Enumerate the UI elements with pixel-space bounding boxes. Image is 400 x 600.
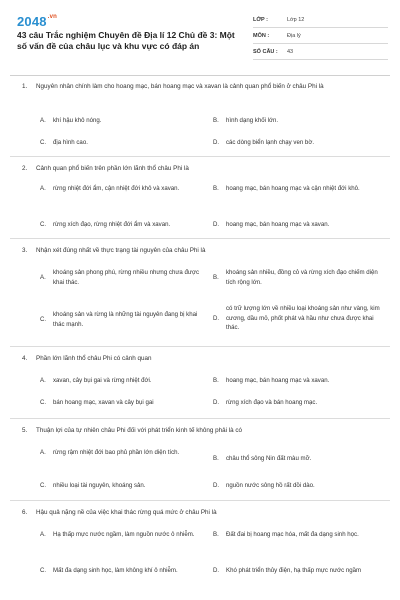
question-3 [0, 246, 400, 342]
option-label: B. [213, 455, 219, 462]
option-d[interactable] [213, 398, 378, 408]
option-d[interactable] [213, 566, 378, 576]
option-text: khoáng sản nhiều, đồng cỏ và rừng xích đạo chiếm diện tích rộng lớn. [226, 269, 378, 286]
option-c[interactable] [40, 566, 200, 576]
option-b[interactable] [213, 184, 378, 194]
meta-key: SỐ CÂU : [253, 48, 278, 55]
question-1 [0, 82, 400, 152]
option-label: B. [213, 273, 219, 281]
option-label: C. [40, 315, 47, 323]
option-c[interactable] [40, 481, 205, 491]
option-a[interactable] [40, 116, 190, 126]
option-c[interactable] [40, 138, 190, 148]
question-6 [0, 508, 400, 598]
option-c[interactable] [40, 398, 205, 408]
option-label: D. [213, 482, 220, 489]
question-body: Cảnh quan phổ biến trên phần lớn lãnh thổ châu Phi là [36, 165, 189, 172]
option-text: rừng xích đạo và bán hoang mạc. [226, 399, 318, 406]
option-a[interactable] [40, 448, 205, 458]
option-c[interactable] [40, 310, 205, 329]
option-text: khoáng sản phong phú, rừng nhiều nhưng chưa được khai thác. [53, 269, 200, 286]
question-separator [10, 238, 390, 239]
question-text [0, 82, 400, 92]
question-body: Thuận lợi của tự nhiên châu Phi đối với phát triển kinh tế không phải là có [36, 427, 243, 434]
question-text [0, 426, 400, 436]
document-meta [253, 12, 388, 60]
option-text: Đất đai bị hoang mạc hóa, mất đa dạng sinh học. [226, 531, 359, 538]
meta-key: LỚP : [253, 16, 268, 23]
question-text [0, 164, 400, 174]
meta-value: Địa lý [287, 32, 301, 39]
option-label: B. [213, 185, 219, 192]
option-d[interactable] [213, 304, 383, 333]
option-label: A. [40, 273, 46, 281]
option-label: D. [213, 399, 220, 406]
header-divider [10, 75, 390, 76]
option-text: Mất đa dạng sinh học, làm không khí ô nhiễm. [53, 567, 178, 574]
option-label: C. [40, 482, 47, 489]
option-label: B. [213, 377, 219, 384]
option-label: C. [40, 399, 47, 406]
meta-row-count [253, 44, 388, 60]
option-text: bán hoang mạc, xavan và cây bụi gai [53, 399, 154, 406]
option-label: C. [40, 139, 47, 146]
option-label: B. [213, 531, 219, 538]
option-text: địa hình cao. [53, 139, 88, 146]
option-text: nhiều loại tài nguyên, khoáng sản. [53, 482, 146, 489]
question-4 [0, 354, 400, 416]
option-text: khoáng sản và rừng là những tài nguyên đang bị khai thác mạnh. [53, 311, 198, 328]
option-d[interactable] [213, 138, 378, 148]
option-b[interactable] [213, 116, 378, 126]
option-b[interactable] [213, 530, 378, 540]
question-number: 5. [22, 427, 28, 434]
option-a[interactable] [40, 268, 205, 287]
option-label: D. [213, 314, 220, 322]
option-label: B. [213, 117, 219, 124]
option-label: A. [40, 185, 46, 192]
option-b[interactable] [213, 268, 378, 287]
question-text [0, 246, 400, 256]
option-c[interactable] [40, 220, 215, 230]
option-a[interactable] [40, 184, 190, 194]
option-d[interactable] [213, 481, 378, 491]
option-d[interactable] [213, 220, 378, 230]
option-text: Hạ thấp mực nước ngầm, làm nguồn nước ô nhiễm. [53, 531, 195, 538]
question-number: 6. [22, 509, 28, 516]
option-label: C. [40, 221, 47, 228]
option-label: D. [213, 567, 220, 574]
question-separator [10, 500, 390, 501]
site-logo[interactable] [17, 14, 57, 29]
meta-key: MÔN : [253, 32, 270, 39]
option-b[interactable] [213, 454, 378, 464]
meta-value: Lớp 12 [287, 16, 305, 23]
document-header [0, 0, 400, 68]
option-label: D. [213, 139, 220, 146]
option-a[interactable] [40, 376, 205, 386]
question-body: Phần lớn lãnh thổ châu Phi có cảnh quan [36, 355, 152, 362]
question-number: 4. [22, 355, 28, 362]
logo-text: 2048 [17, 14, 47, 29]
option-a[interactable] [40, 530, 205, 540]
option-text: Khó phát triển thủy điện, hạ thấp mực nước ngầm [226, 567, 362, 574]
option-text: rừng rậm nhiệt đới bao phủ phần lớn diện tích. [53, 449, 180, 456]
meta-row-subject [253, 28, 388, 44]
logo-suffix: .vn [47, 14, 58, 20]
question-text [0, 354, 400, 364]
option-label: A. [40, 117, 46, 124]
question-body: Nhận xét đúng nhất về thực trạng tài nguyên của châu Phi là [36, 247, 206, 254]
option-label: A. [40, 449, 46, 456]
option-text: các dòng biển lạnh chạy ven bờ. [226, 139, 315, 146]
option-label: A. [40, 531, 46, 538]
option-text: có trữ lượng lớn về nhiều loại khoáng sản như vàng, kim cương, dầu mỏ, phốt phát và hầu như chưa được khai thác. [226, 305, 380, 331]
question-body: Nguyên nhân chính làm cho hoang mạc, bán hoang mạc và xavan là cảnh quan phổ biến ở châu Phi là [36, 83, 324, 90]
question-separator [10, 346, 390, 347]
option-text: châu thổ sông Nin đất màu mỡ. [226, 455, 312, 462]
option-label: C. [40, 567, 47, 574]
option-text: hoang mạc, bán hoang mạc và cận nhiệt đới khô. [226, 185, 360, 192]
question-5 [0, 426, 400, 496]
option-text: nguồn nước sông hồ rất dồi dào. [226, 482, 315, 489]
question-separator [10, 418, 390, 419]
option-text: hoang mạc, bán hoang mạc và xavan. [226, 377, 330, 384]
option-text: hình dạng khối lớn. [226, 117, 279, 124]
question-separator [10, 156, 390, 157]
meta-value: 43 [287, 48, 294, 55]
meta-row-grade [253, 12, 388, 28]
option-b[interactable] [213, 376, 378, 386]
question-number: 3. [22, 247, 28, 254]
option-text: hoang mạc, bán hoang mạc và xavan. [226, 221, 330, 228]
question-text [0, 508, 400, 518]
question-number: 1. [22, 83, 28, 90]
question-body: Hậu quả nặng nề của việc khai thác rừng quá mức ở châu Phi là [36, 509, 217, 516]
option-label: D. [213, 221, 220, 228]
question-number: 2. [22, 165, 28, 172]
option-label: A. [40, 377, 46, 384]
question-2 [0, 164, 400, 234]
document-title: 43 câu Trắc nghiệm Chuyên đề Địa lí 12 Chủ đề 3: Một số vấn đề của châu lục và khu vực có đáp án [17, 30, 235, 51]
option-text: xavan, cây bụi gai và rừng nhiệt đới. [53, 377, 152, 384]
option-text: rừng xích đạo, rừng nhiệt đới ẩm và xavan. [53, 221, 171, 228]
option-text: rừng nhiệt đới ẩm, cận nhiệt đới khô và xavan. [53, 185, 180, 192]
option-text: khí hậu khô nóng. [53, 117, 102, 124]
